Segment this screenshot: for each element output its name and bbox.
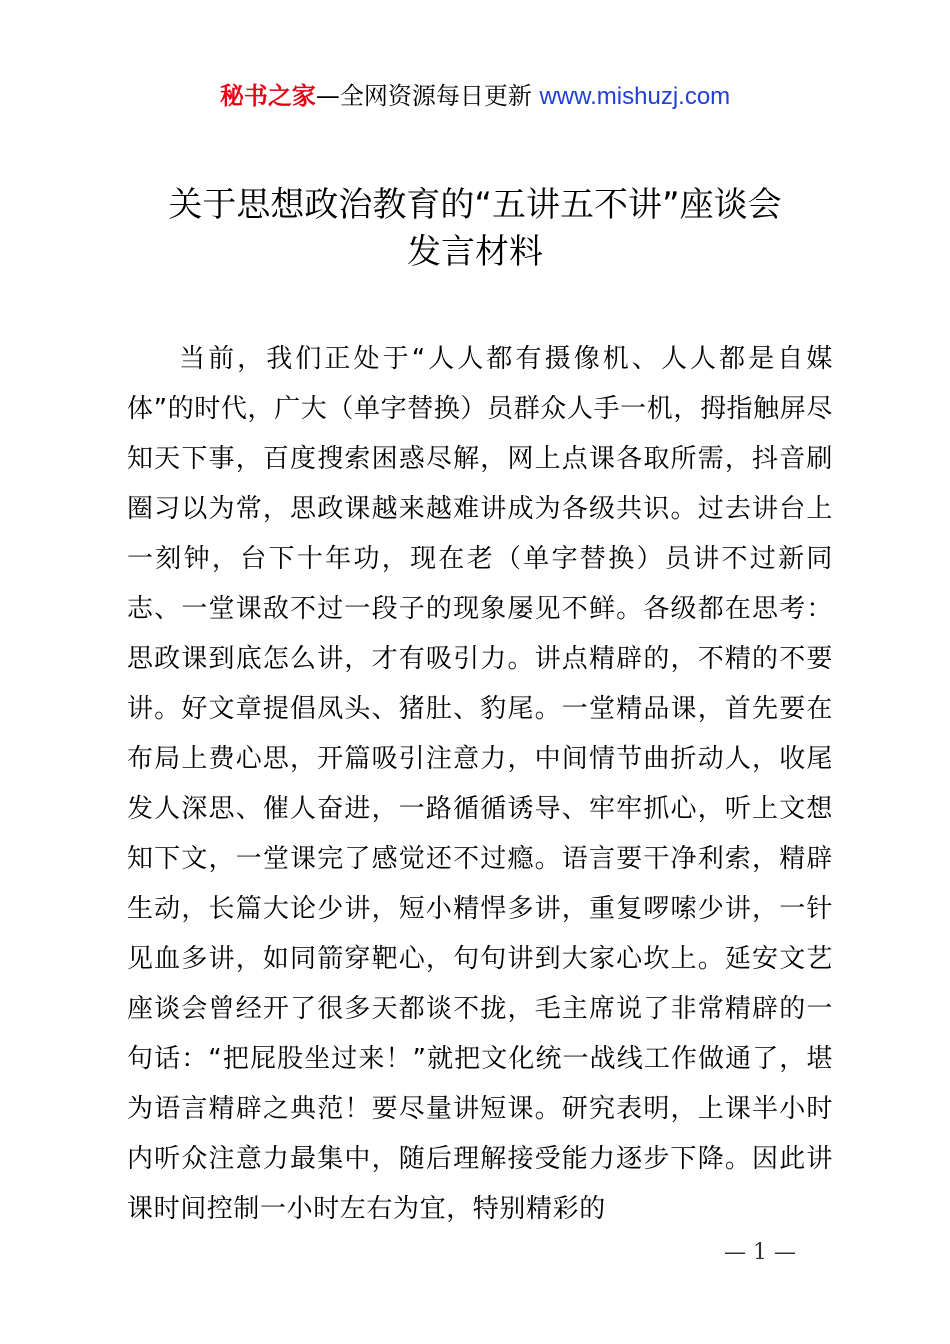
body-paragraph: 当前，我们正处于“人人都有摄像机、人人都是自媒体”的时代，广大（单字替换）员群众人手一机，拇指触屏尽知天下事，百度搜索困惑尽解，网上点课各取所需，抖音刷圈习以为常，思政课越来越难讲成为各级共识。过去讲台上一刻钟，台下十年功，现在老（单字替换）员讲不过新同志、一堂课敌不过一段子的现象屡见不鲜。各级都在思考：思政课到底怎么讲，才有吸引力。讲点精辟的，不精的不要讲。好文章提倡凤头、猪肚、豹尾。一堂精品课，首先要在布局上费心思，开篇吸引注意力，中间情节曲折动人，收尾发人深思、催人奋进，一路循循诱导、牢牢抓心，听上文想知下文，一堂课完了感觉还不过瘾。语言要干净利索，精辟生动，长篇大论少讲，短小精悍多讲，重复啰嗦少讲，一针见血多讲，如同箭穿靶心，句句讲到大家心坎上。延安文艺座谈会曾经开了很多天都谈不拢，毛主席说了非常精辟的一句话：“把屁股坐过来！”就把文化统一战线工作做通了，堪为语言精辟之典范！要尽量讲短课。研究表明，上课半小时内听众注意力最集中，随后理解接受能力逐步下降。因此讲课时间控制一小时左右为宜，特别精彩的 xyxy=(127,344,833,1224)
document-title-line-2: 发言材料 xyxy=(407,232,543,272)
site-url-link[interactable]: www.mishuzj.com xyxy=(539,83,731,110)
site-tagline: —全网资源每日更新 xyxy=(315,82,540,110)
document-title xyxy=(60,182,890,276)
document-title-line-1: 关于思想政治教育的“五讲五不讲”座谈会 xyxy=(168,185,782,225)
page-number: — 1 — xyxy=(724,1240,796,1265)
site-brand: 秘书之家 xyxy=(219,82,316,110)
site-header xyxy=(0,80,950,113)
